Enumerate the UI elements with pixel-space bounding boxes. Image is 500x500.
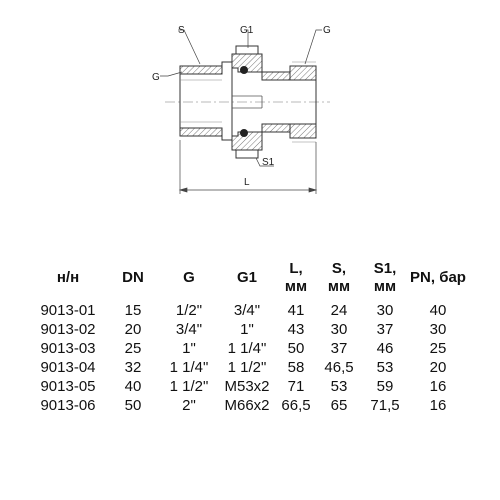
cell-s1: 30 — [376, 302, 394, 319]
cell-dn: 50 — [124, 397, 142, 414]
cell-item-no: 9013-04 — [40, 359, 96, 376]
label-g-right: G — [323, 25, 331, 36]
cell-s: 46,5 — [324, 359, 354, 376]
header-l: L, мм — [284, 260, 308, 295]
cell-g1: 1 1/2" — [227, 359, 267, 376]
cell-dn: 40 — [124, 378, 142, 395]
cell-g1: 1" — [240, 321, 254, 338]
cell-dn: 15 — [124, 302, 142, 319]
header-g: G — [183, 269, 195, 286]
o-ring-bottom — [240, 129, 248, 137]
cell-g: 1 1/4" — [169, 359, 209, 376]
cell-l: 41 — [287, 302, 305, 319]
cell-item-no: 9013-03 — [40, 340, 96, 357]
cell-s1: 53 — [376, 359, 394, 376]
specification-table — [30, 255, 468, 415]
label-s1: S1 — [262, 157, 275, 168]
cell-g: 1 1/2" — [169, 378, 209, 395]
cell-s: 65 — [330, 397, 348, 414]
cell-g1: 1 1/4" — [227, 340, 267, 357]
cell-g1: M53x2 — [224, 378, 270, 395]
cell-s: 30 — [330, 321, 348, 338]
fitting-technical-drawing — [0, 0, 500, 240]
label-g1: G1 — [240, 25, 254, 36]
cell-s1: 71,5 — [370, 397, 400, 414]
table-header-row — [30, 255, 468, 301]
table-row — [30, 301, 468, 320]
cell-item-no: 9013-06 — [40, 397, 96, 414]
header-pn: PN, бар — [410, 269, 466, 286]
cell-s: 53 — [330, 378, 348, 395]
label-s: S — [178, 25, 185, 36]
right-body — [262, 62, 316, 142]
table-row — [30, 358, 468, 377]
o-ring-top — [240, 66, 248, 74]
label-l: L — [244, 177, 250, 188]
cell-g: 1" — [182, 340, 196, 357]
cell-g1: 3/4" — [233, 302, 261, 319]
header-g1: G1 — [236, 269, 257, 286]
cell-dn: 25 — [124, 340, 142, 357]
cell-s1: 46 — [376, 340, 394, 357]
cell-l: 71 — [287, 378, 305, 395]
cell-s1: 37 — [376, 321, 394, 338]
cell-dn: 20 — [124, 321, 142, 338]
header-s1: S1, мм — [373, 260, 397, 295]
cell-dn: 32 — [124, 359, 142, 376]
cell-g: 3/4" — [175, 321, 203, 338]
cell-pn: 40 — [429, 302, 447, 319]
cell-pn: 30 — [429, 321, 447, 338]
cell-g: 1/2" — [175, 302, 203, 319]
table-row — [30, 320, 468, 339]
header-dn: DN — [122, 269, 144, 286]
cell-l: 66,5 — [281, 397, 311, 414]
cell-pn: 16 — [429, 397, 447, 414]
cell-s: 37 — [330, 340, 348, 357]
cell-pn: 20 — [429, 359, 447, 376]
cell-pn: 25 — [429, 340, 447, 357]
cell-g1: M66x2 — [224, 397, 270, 414]
header-item-no: н/н — [56, 269, 80, 286]
table-row — [30, 339, 468, 358]
cell-item-no: 9013-01 — [40, 302, 96, 319]
cell-l: 58 — [287, 359, 305, 376]
cell-s: 24 — [330, 302, 348, 319]
table-row — [30, 396, 468, 415]
cell-l: 43 — [287, 321, 305, 338]
left-body — [180, 62, 232, 140]
cell-s1: 59 — [376, 378, 394, 395]
table-row — [30, 377, 468, 396]
cell-item-no: 9013-05 — [40, 378, 96, 395]
cell-item-no: 9013-02 — [40, 321, 96, 338]
header-s: S, мм — [327, 260, 351, 295]
cell-l: 50 — [287, 340, 305, 357]
cell-g: 2" — [182, 397, 196, 414]
label-g-left: G — [152, 72, 160, 83]
cell-pn: 16 — [429, 378, 447, 395]
